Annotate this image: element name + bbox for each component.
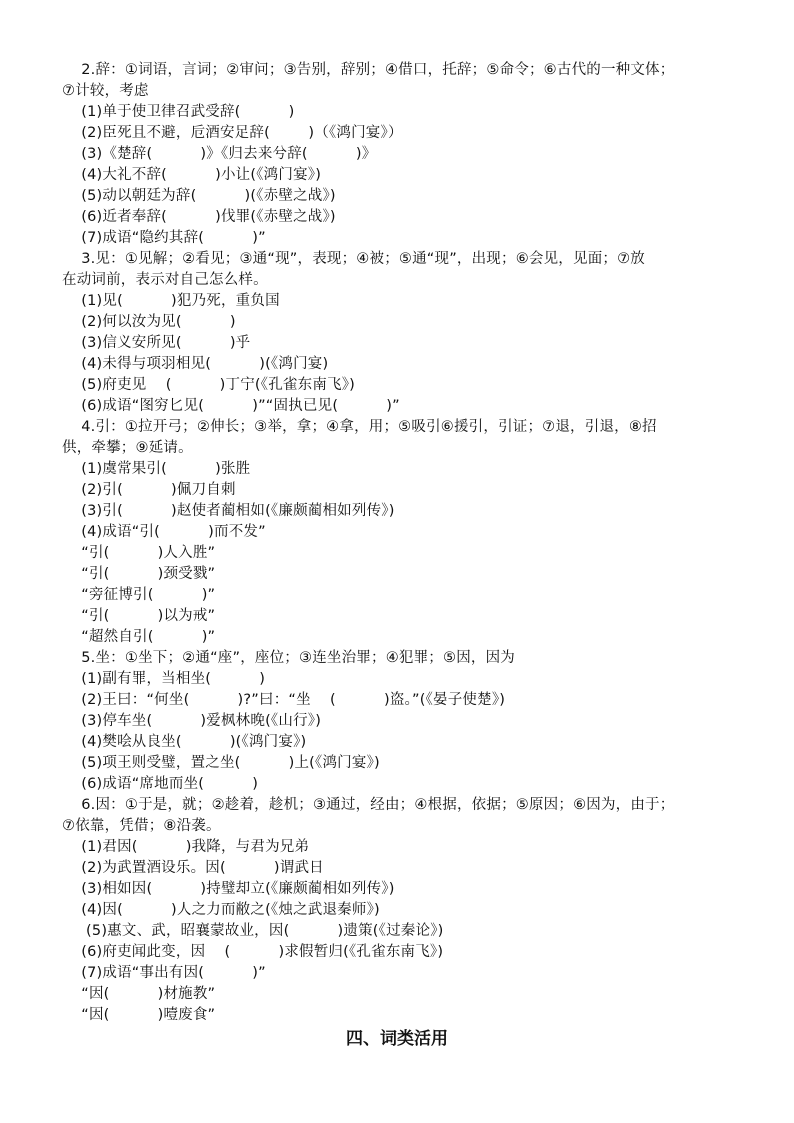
text-line: 6.因：①于是，就；②趁着，趁机；③通过，经由；④根据，依据；⑤原因；⑥因为，由于； [62,797,675,813]
text-line: (2)臣死且不避，卮酒安足辞( )（《鸿门宴》） [62,125,403,141]
text-line: (5)项王则受璧，置之坐( )上(《鸿门宴》) [62,755,380,771]
text-line: (7)成语“事出有因( )” [62,965,266,981]
text-line: (4)成语“引( )而不发” [62,524,266,540]
text-line: (3)停车坐( )爱枫林晚(《山行》) [62,713,322,729]
text-line: “引( )颈受戮” [62,566,216,582]
text-line: (3)信义安所见( )乎 [62,335,251,351]
text-line: (3)引( )赵使者蔺相如(《廉颇蔺相如列传》) [62,503,395,519]
text-line: (1)单于使卫律召武受辞( ) [62,104,295,120]
text-line: 3.见：①见解；②看见；③通“现”，表现；④被；⑤通“现”，出现；⑥会见，见面；⑦放 [62,251,646,267]
section-heading: 四、词类活用 [346,1029,448,1049]
text-line: 5.坐：①坐下；②通“座”，座位；③连坐治罪；④犯罪；⑤因，因为 [62,650,515,666]
text-line: “因( )噎废食” [62,1007,216,1023]
text-line: 4.引：①拉开弓；②伸长；③举，拿；④拿，用；⑤吸引⑥援引，引证；⑦退，引退，⑧招 [62,419,657,435]
text-line: (6)成语“图穷匕见( )”“固执已见( )” [62,398,400,414]
text-line: “引( )人入胜” [62,545,216,561]
text-line: (4)大礼不辞( )小让(《鸿门宴》) [62,167,322,183]
text-line: (1)副有罪，当相坐( ) [62,671,266,687]
text-line: 2.辞：①词语，言词；②审问；③告别，辞别；④借口，托辞；⑤命令；⑥古代的一种文体； [62,62,675,78]
text-line: (5)动以朝廷为辞( )(《赤壁之战》) [62,188,336,204]
text-line: 供，牵攀；⑨延请。 [62,440,193,456]
text-line: (7)成语“隐约其辞( )” [62,230,266,246]
text-line: (4)未得与项羽相见( )(《鸿门宴) [62,356,329,372]
text-line: (2)王曰：“何坐( )?”曰：“坐 ( )盗。”(《晏子使楚》) [62,692,506,708]
text-line: “引( )以为戒” [62,608,216,624]
text-line: ⑦计较，考虑 [62,83,149,99]
text-line: (4)樊哙从良坐( )(《鸿门宴》) [62,734,307,750]
text-line: “超然自引( )” [62,629,216,645]
text-line: (3)《楚辞( )》《归去来兮辞( )》 [62,146,377,162]
text-line: 在动词前，表示对自己怎么样。 [62,272,268,288]
text-line: (1)虞常果引( )张胜 [62,461,251,477]
text-line: (4)因( )人之力而敝之(《烛之武退秦师》) [62,902,380,918]
text-line: (2)引( )佩刀自刺 [62,482,236,498]
text-line: (1)见( )犯乃死，重负国 [62,293,280,309]
text-line: (3)相如因( )持璧却立(《廉颇蔺相如列传》) [62,881,395,897]
text-line: “因( )材施教” [62,986,216,1002]
text-line: ⑦依靠，凭借；⑧沿袭。 [62,818,221,834]
text-line: (5)惠文、武，昭襄蒙故业，因( )遗策(《过秦论》) [62,923,444,939]
text-line: (5)府吏见 ( )丁宁(《孔雀东南飞》) [62,377,356,393]
text-line: (1)君因( )我降，与君为兄弟 [62,839,310,855]
text-line: “旁征博引( )” [62,587,216,603]
text-line: (6)府吏闻此变，因 ( )求假暂归(《孔雀东南飞》) [62,944,444,960]
text-line: (2)何以汝为见( ) [62,314,236,330]
text-line: (2)为武置酒设乐。因( )谓武日 [62,860,324,876]
text-line: (6)成语“席地而坐( ) [62,776,259,792]
text-line: (6)近者奉辞( )伐罪(《赤壁之战》) [62,209,336,225]
